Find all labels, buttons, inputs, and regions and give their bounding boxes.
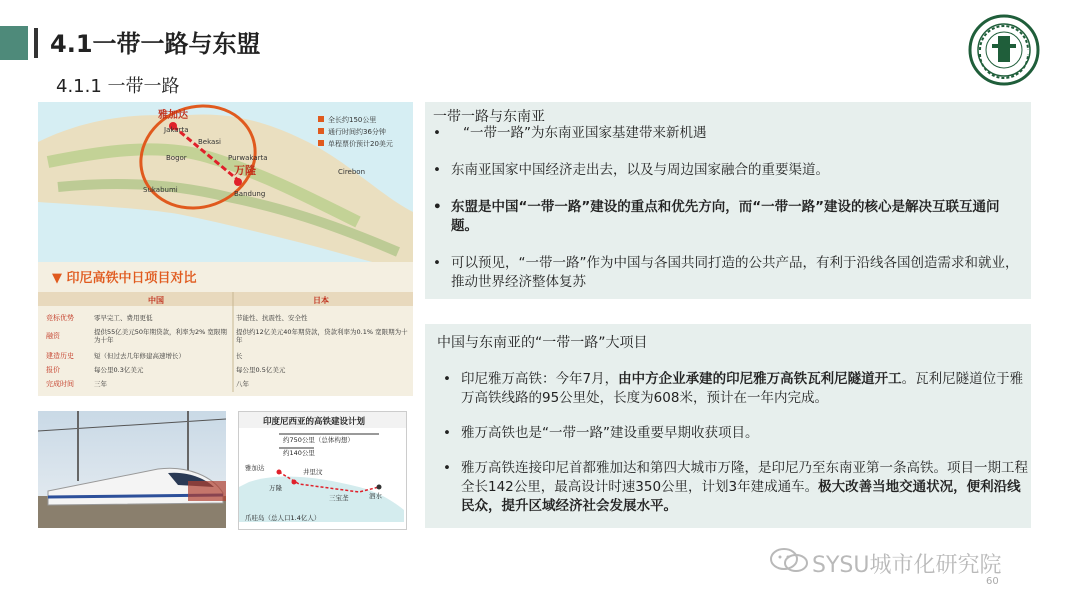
header-china: 中国 bbox=[148, 296, 164, 305]
china-sea-projects-box bbox=[425, 324, 1031, 528]
row-china: 三年 bbox=[94, 380, 107, 388]
row-china: 提供55亿美元50年期贷款，利率为2% 宽限期为十年 bbox=[94, 328, 227, 344]
page-subtitle: 4.1.1 一带一路 bbox=[56, 76, 180, 97]
legend-length: 全长约150公里 bbox=[328, 116, 377, 124]
box2-heading: 中国与东南亚的“一带一路”大项目 bbox=[437, 335, 648, 351]
bandung-label: Bandung bbox=[234, 190, 266, 198]
watermark-text: SYSU城市化研究院 bbox=[812, 553, 1002, 578]
high-speed-train-photo bbox=[38, 411, 226, 528]
list-item: • 雅万高铁也是“一带一路”建设重要早期收获项目。 bbox=[443, 425, 759, 441]
java-rail-map-image bbox=[38, 102, 413, 396]
bekasi-label: Bekasi bbox=[198, 138, 221, 146]
box1-heading: 一带一路与东南亚 bbox=[433, 109, 545, 125]
row-label: 融资 bbox=[46, 332, 60, 340]
span-140-label: 约140公里 bbox=[283, 449, 315, 457]
jakarta-label: 雅加达 bbox=[245, 464, 265, 472]
row-japan: 八年 bbox=[236, 380, 249, 388]
row-label: 完成时间 bbox=[46, 380, 74, 388]
bandung-cn-label: 万隆 bbox=[234, 164, 256, 177]
row-japan: 提供约12亿美元40年期贷款，贷款利率为0.1% 宽限期为十年 bbox=[236, 328, 408, 344]
accent-bar bbox=[0, 26, 28, 60]
page-number: 60 bbox=[986, 576, 999, 587]
box1-list bbox=[425, 124, 1025, 292]
surabaya-label: 泗水 bbox=[369, 492, 382, 500]
list-item: • 印尼雅万高铁：今年7月，由中方企业承建的印尼雅万高铁瓦利尼隧道开工。瓦利尼隧道位于雅万高铁线路的95公里处，长度为608米，预计在一年内完成。 bbox=[443, 371, 1024, 406]
list-item: • 东盟是中国“一带一路”建设的重点和优先方向，而“一带一路”建设的核心是解决互联互通问题。 bbox=[433, 199, 1000, 234]
header-japan: 日本 bbox=[313, 296, 329, 305]
jakarta-label: Jakarta bbox=[164, 126, 189, 134]
list-item: • 雅万高铁连接印尼首都雅加达和第四大城市万隆，是印尼乃至东南亚第一条高铁。项目一期工程全长142公里，最高设计时速350公里，计划3年建成通车。极大改善当地交通状况，便利沿线民众，提升区域经济社会发展水平。 bbox=[443, 460, 1028, 514]
jingli-label: 井里汶 bbox=[303, 468, 323, 476]
box2-list bbox=[435, 370, 1029, 516]
legend-time: 通行时间约36分钟 bbox=[328, 128, 386, 136]
list-item: • 可以预见，“一带一路”作为中国与各国共同打造的公共产品，有利于沿线各国创造需求和就业，推动世界经济整体复苏 bbox=[433, 255, 1019, 290]
row-japan: 节能性、抗震性、安全性 bbox=[236, 314, 308, 322]
bogor-label: Bogor bbox=[166, 154, 187, 162]
belt-road-southeast-asia-box bbox=[425, 102, 1031, 299]
row-china: 零早完工、费用更低 bbox=[94, 314, 153, 322]
row-label: 报价 bbox=[46, 366, 60, 374]
row-japan: 长 bbox=[236, 352, 243, 360]
page-title: 4.1一带一路与东盟 bbox=[50, 30, 261, 58]
comparison-title: ▼ 印尼高铁中日项目对比 bbox=[52, 271, 197, 286]
row-china: 每公里0.3亿美元 bbox=[94, 366, 144, 374]
row-china: 短（但过去几年修建高速增长） bbox=[94, 352, 185, 360]
legend-fare: 单程票价预计20美元 bbox=[328, 140, 393, 148]
sanbaolong-label: 三宝垄 bbox=[329, 494, 349, 502]
list-item: • “一带一路”为东南亚国家基建带来新机遇 bbox=[433, 125, 707, 141]
bandung-label: 万隆 bbox=[269, 484, 282, 492]
purwakarta-label: Purwakarta bbox=[228, 154, 268, 162]
indonesia-rail-plan-map bbox=[238, 411, 407, 530]
span-750-label: 约750公里（总体构想） bbox=[283, 436, 354, 444]
row-label: 竞标优势 bbox=[46, 314, 74, 322]
java-label: 爪哇岛（总人口1.4亿人） bbox=[245, 514, 321, 522]
university-seal-logo bbox=[968, 14, 1040, 86]
wechat-icon bbox=[768, 546, 812, 574]
cirebon-label: Cirebon bbox=[338, 168, 366, 176]
list-item: • 东南亚国家中国经济走出去，以及与周边国家融合的重要渠道。 bbox=[433, 162, 829, 178]
jakarta-cn-label: 雅加达 bbox=[158, 110, 188, 121]
sukabumi-label: Sukabumi bbox=[143, 186, 178, 194]
row-japan: 每公里0.5亿美元 bbox=[236, 366, 286, 374]
title-divider bbox=[34, 28, 38, 58]
row-label: 建造历史 bbox=[46, 352, 74, 360]
rail-map-title: 印度尼西亚的高铁建设计划 bbox=[263, 417, 366, 427]
